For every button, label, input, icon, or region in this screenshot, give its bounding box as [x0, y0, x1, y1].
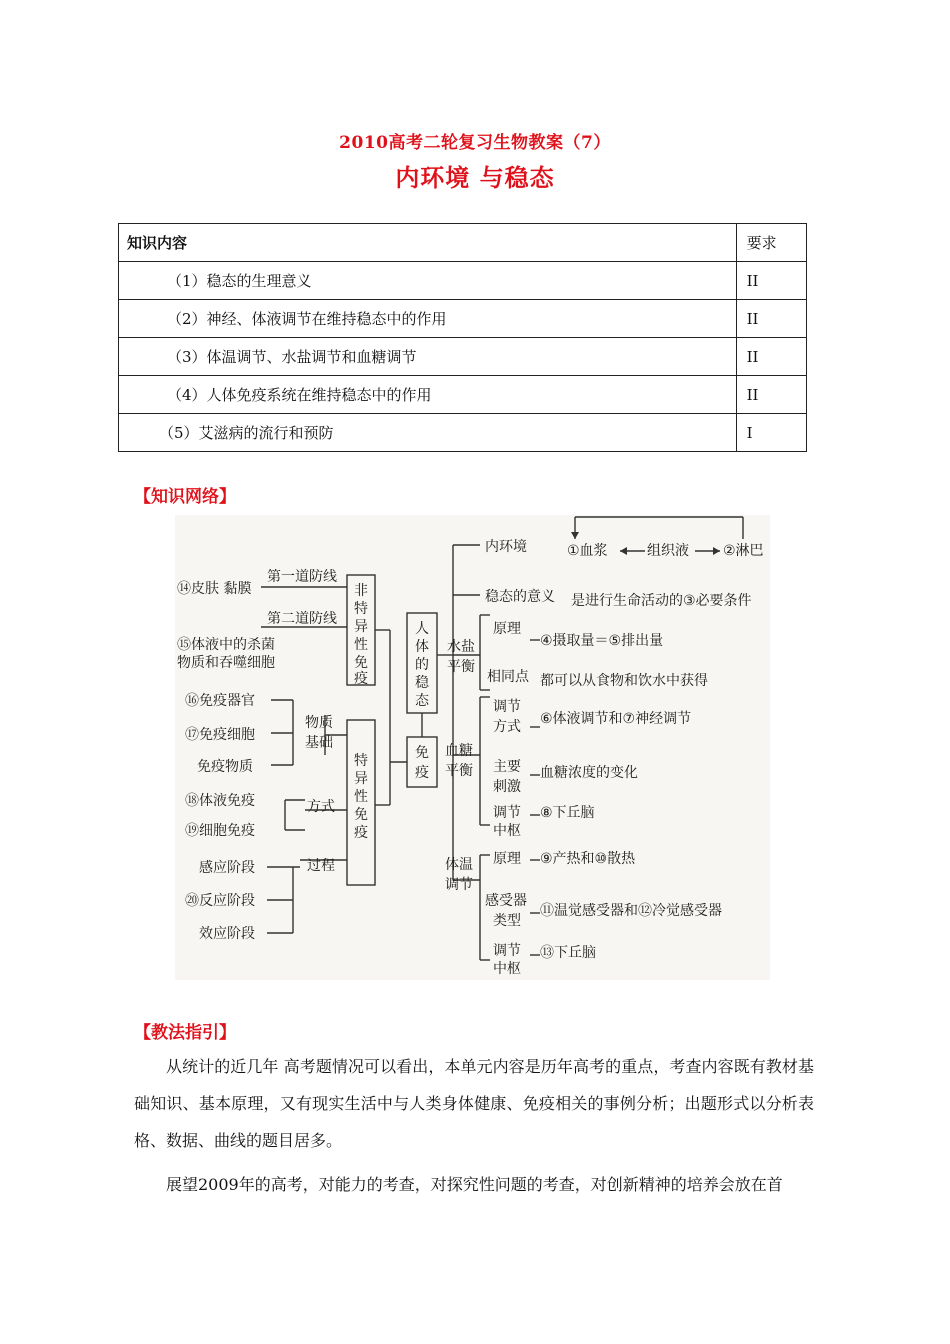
specific-2: 异 [354, 771, 368, 787]
temp-label-1: 体温 [445, 857, 473, 873]
center-label-5: 态 [415, 693, 429, 709]
reg-text: ⑥体液调节和⑦神经调节 [540, 711, 692, 727]
principle-label: 原理 [493, 621, 521, 637]
cell-label: ⑰免疫细胞 [185, 727, 255, 743]
concept-map [175, 515, 770, 980]
receptor-label-1: 感受器 [485, 893, 527, 909]
glucose-label-2: 平衡 [445, 763, 473, 779]
document-title: 2010高考二轮复习生物教案（7） [339, 133, 611, 153]
knowledge-network-diagram [175, 515, 770, 980]
document-subtitle: 内环境 与稳态 [395, 163, 555, 192]
second-line-label: 第二道防线 [267, 611, 337, 627]
second-line-item-2: 物质和吞噬细胞 [177, 655, 275, 671]
center-reg-label-1: 调节 [493, 805, 521, 821]
row-level: II [736, 376, 806, 414]
process-label: 过程 [307, 858, 335, 874]
specific-4: 免 [354, 807, 368, 823]
temp-center-label-2: 中枢 [493, 961, 521, 977]
specific-5: 疫 [354, 825, 368, 841]
principle-text: ④摄取量＝⑤排出量 [540, 633, 664, 649]
teaching-guide-heading: 【教法指引】 [134, 1023, 236, 1043]
stage3-label: 效应阶段 [199, 926, 255, 942]
meaning-label: 稳态的意义 [485, 589, 555, 605]
guide-paragraph-2: 展望2009年的高考，对能力的考查，对探究性问题的考查，对创新精神的培养会放在首 [166, 1175, 783, 1194]
main-label-1: 主要 [493, 759, 521, 775]
temp-principle-label: 原理 [493, 851, 521, 867]
nonspecific-2: 特 [354, 601, 368, 617]
center-label-1: 人 [415, 621, 429, 637]
receptor-text: ⑪温觉感受器和⑫冷觉感受器 [540, 903, 722, 919]
glucose-label-1: 血糖 [445, 743, 473, 759]
common-text: 都可以从食物和饮水中获得 [540, 673, 708, 689]
immunity-label-1: 免 [415, 745, 429, 761]
internal-env-label: 内环境 [485, 539, 527, 555]
row-content: （2）神经、体液调节在维持稳态中的作用 [119, 300, 737, 338]
specific-3: 性 [354, 789, 368, 805]
requirements-table [118, 223, 807, 452]
immunity-label-2: 疫 [415, 765, 429, 781]
water-salt-label-2: 平衡 [447, 659, 475, 675]
reg-label-2: 方式 [493, 719, 521, 735]
center-label-2: 体 [415, 639, 429, 655]
tissue-fluid-label: 组织液 [647, 543, 689, 559]
reg-label-1: 调节 [493, 699, 521, 715]
temp-principle-text: ⑨产热和⑩散热 [540, 851, 636, 867]
center-reg-label-2: 中枢 [493, 823, 521, 839]
first-line-item: ⑭皮肤 黏膜 [177, 581, 252, 597]
main-text: 血糖浓度的变化 [540, 765, 638, 781]
lymph-label: ②淋巴 [723, 543, 764, 559]
nonspecific-3: 异 [354, 619, 368, 635]
guide-paragraph-1: 从统计的近几年 高考题情况可以看出，本单元内容是历年高考的重点，考查内容既有教材基础知识、基本原理，又有现实生活中与人类身体健康、免疫相关的事例分析；出题形式以分析表格、数据、曲线的题目居多。 [134, 1057, 814, 1150]
humoral-label: ⑱体液免疫 [185, 793, 255, 809]
table-row [119, 414, 807, 452]
common-label: 相同点 [487, 669, 529, 685]
plasma-label: ①血浆 [567, 543, 608, 559]
header-content: 知识内容 [119, 224, 737, 262]
table-header-row [119, 224, 807, 262]
row-level: II [736, 262, 806, 300]
temp-center-label-1: 调节 [493, 943, 521, 959]
mode-label: 方式 [307, 799, 335, 815]
material-label: 物质 [305, 715, 333, 731]
second-line-item-1: ⑮体液中的杀菌 [177, 637, 275, 653]
table-row [119, 338, 807, 376]
meaning-text: 是进行生命活动的③必要条件 [571, 593, 752, 609]
nonspecific-5: 免 [354, 655, 368, 671]
stage1-label: 感应阶段 [199, 860, 255, 876]
water-salt-label-1: 水盐 [447, 639, 475, 655]
table-row [119, 262, 807, 300]
knowledge-network-heading: 【知识网络】 [134, 487, 236, 507]
table-row [119, 300, 807, 338]
header-level: 要求 [736, 224, 806, 262]
row-level: II [736, 300, 806, 338]
cellular-label: ⑲细胞免疫 [185, 823, 255, 839]
row-level: II [736, 338, 806, 376]
nonspecific-1: 非 [354, 583, 368, 599]
substance-label: 免疫物质 [197, 759, 253, 775]
temp-center-text: ⑬下丘脑 [540, 945, 596, 961]
nonspecific-4: 性 [354, 637, 368, 653]
row-content: （4）人体免疫系统在维持稳态中的作用 [119, 376, 737, 414]
center-reg-text: ⑧下丘脑 [540, 805, 595, 821]
nonspecific-6: 疫 [354, 671, 368, 687]
receptor-label-2: 类型 [493, 913, 521, 929]
row-content: （5）艾滋病的流行和预防 [119, 414, 737, 452]
basis-label: 基础 [305, 735, 333, 751]
center-label-4: 稳 [415, 675, 429, 691]
main-label-2: 刺激 [493, 779, 521, 795]
first-line-label: 第一道防线 [267, 569, 337, 585]
row-content: （3）体温调节、水盐调节和血糖调节 [119, 338, 737, 376]
specific-1: 特 [354, 753, 368, 769]
organ-label: ⑯免疫器官 [185, 693, 255, 709]
center-label-3: 的 [415, 657, 429, 673]
row-level: I [736, 414, 806, 452]
table-row [119, 376, 807, 414]
row-content: （1）稳态的生理意义 [119, 262, 737, 300]
temp-label-2: 调节 [445, 877, 473, 893]
stage2-label: ⑳反应阶段 [185, 893, 255, 909]
